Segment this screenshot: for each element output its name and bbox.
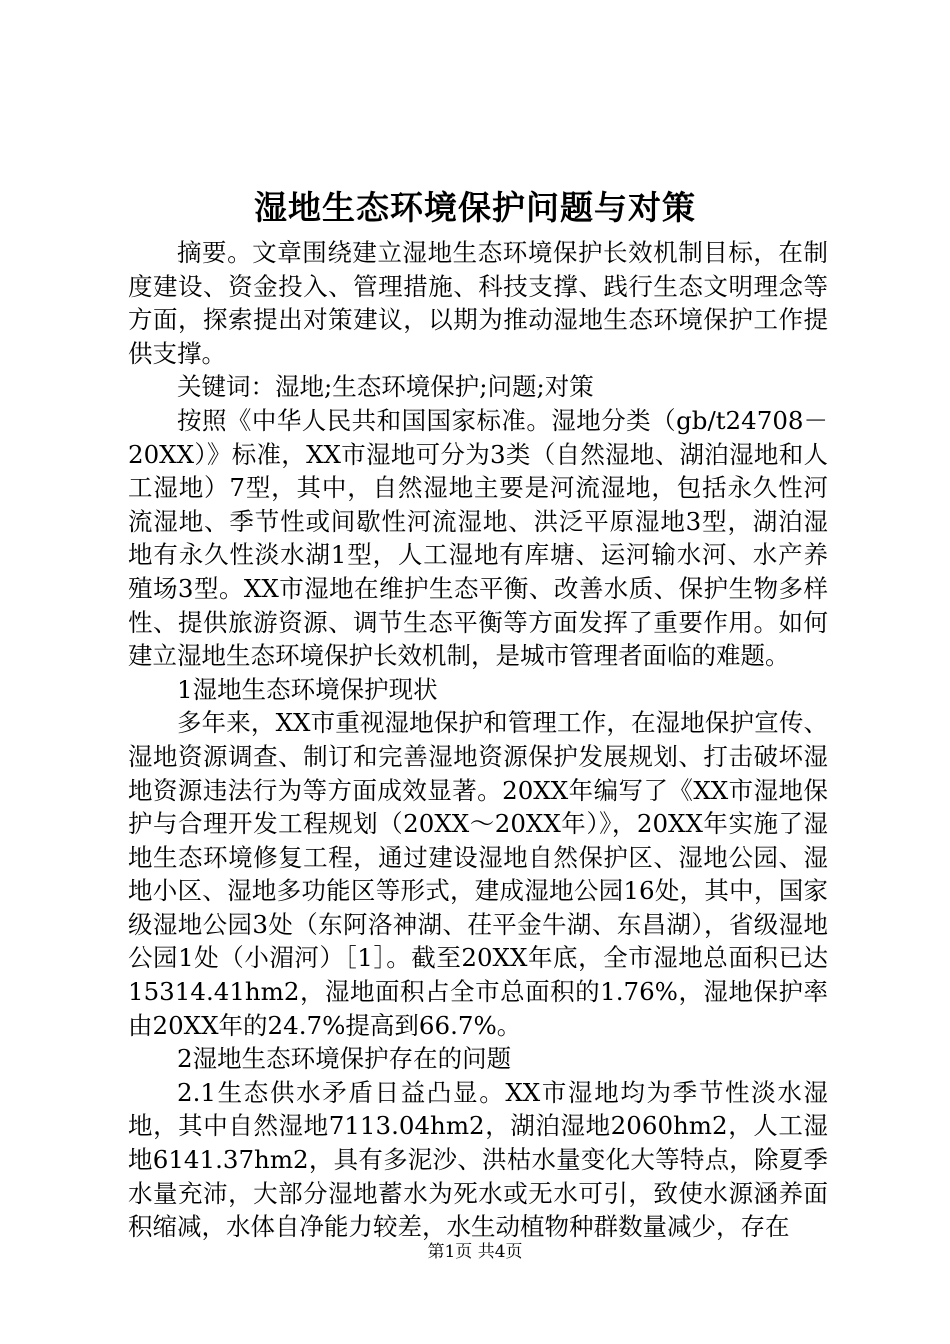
abstract-paragraph: 摘要。文章围绕建立湿地生态环境保护长效机制目标，在制度建设、资金投入、管理措施、科技支撑、践行生态文明理念等方面，探索提出对策建议，以期为推动湿地生态环境保护工作提供支撑。	[128, 238, 828, 368]
status-paragraph: 多年来，XX市重视湿地保护和管理工作，在湿地保护宣传、湿地资源调查、制订和完善湿地资源保护发展规划、打击破坏湿地资源违法行为等方面成效显著。20XX年编写了《XX市湿地保护与合理开发工程规划（20XX～20XX年）》，20XX年实施了湿地生态环境修复工程，通过建设湿地自然保护区、湿地公园、湿地小区、湿地多功能区等形式，建成湿地公园16处，其中，国家级湿地公园3处（东阿洛神湖、茌平金牛湖、东昌湖），省级湿地公园1处（小湄河）［1］。截至20XX年底，全市湿地总面积已达15314.41hm2，湿地面积占全市总面积的1.76%，湿地保护率由20XX年的24.7%提高到66.7%。	[128, 708, 828, 1040]
section-heading: 1湿地生态环境保护现状	[177, 674, 438, 704]
issue-paragraph: 2.1生态供水矛盾日益凸显。XX市湿地均为季节性淡水湿地，其中自然湿地7113.04hm2，湖泊湿地2060hm2，人工湿地6141.37hm2，具有多泥沙、洪枯水量变化大等特点，除夏季水量充沛，大部分湿地蓄水为死水或无水可引，致使水源涵养面积缩减，水体自净能力较差，水生动植物种群数量减少，存在	[128, 1077, 828, 1242]
keywords-paragraph: 关键词：湿地;生态环境保护;问题;对策	[177, 372, 594, 402]
intro-paragraph: 按照《中华人民共和国国家标准。湿地分类（gb/t24708－20XX）》标准，XX市湿地可分为3类（自然湿地、湖泊湿地和人工湿地）7型，其中，自然湿地主要是河流湿地，包括永久性河流湿地、季节性或间歇性河流湿地、洪泛平原湿地3型，湖泊湿地有永久性淡水湖1型，人工湿地有库塘、运河输水河、水产养殖场3型。XX市湿地在维护生态平衡、改善水质、保护生物多样性、提供旅游资源、调节生态平衡等方面发挥了重要作用。如何建立湿地生态环境保护长效机制，是城市管理者面临的难题。	[128, 405, 828, 671]
document-title: 湿地生态环境保护问题与对策	[254, 188, 696, 227]
page-footer: 第1页 共4页	[427, 1242, 523, 1262]
document-body	[128, 236, 828, 1244]
section-heading: 2湿地生态环境保护存在的问题	[177, 1044, 512, 1074]
